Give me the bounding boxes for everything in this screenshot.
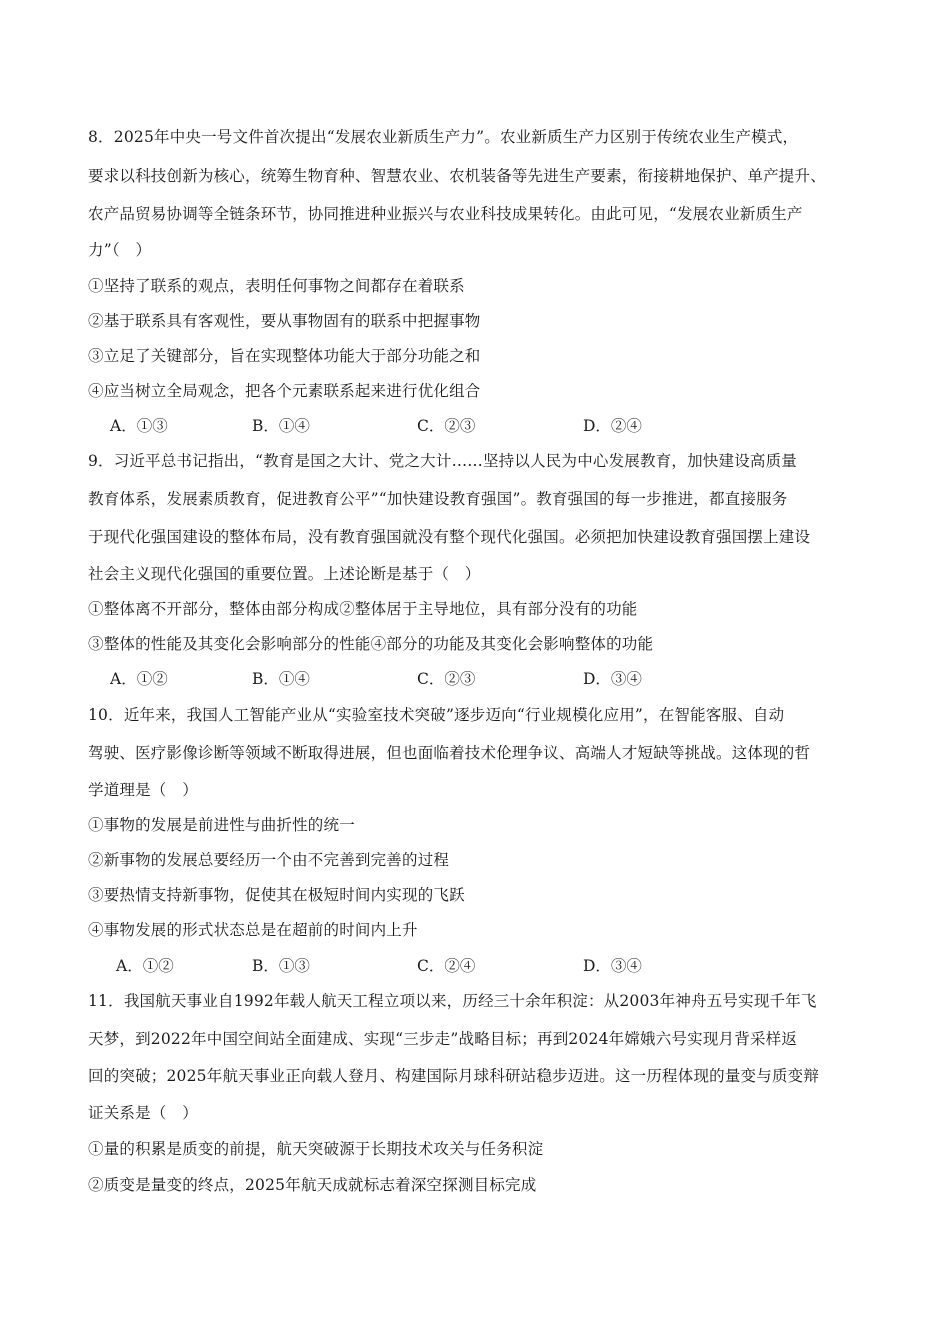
q9-option-a[interactable]: A．①②: [110, 670, 168, 688]
q10-option-a[interactable]: A．①②: [116, 957, 174, 975]
q11-stem-line-4: 证关系是（ ）: [88, 1104, 198, 1122]
q9-stem-line-1: 9．习近平总书记指出，“教育是国之大计、党之大计……坚持以人民为中心发展教育，加快建设高质量: [88, 452, 797, 470]
q8-stem-line-2: 要求以科技创新为核心，统筹生物育种、智慧农业、农机装备等先进生产要素，衔接耕地保护、单产提升、: [88, 167, 826, 185]
q10-item-1: ①事物的发展是前进性与曲折性的统一: [88, 816, 355, 834]
q9-stem-line-2: 教育体系，发展素质教育，促进教育公平”“加快建设教育强国”。教育强国的每一步推进，都直接服务: [88, 490, 788, 508]
q9-option-c[interactable]: C．②③: [417, 670, 476, 688]
q11-item-1: ①量的积累是质变的前提，航天突破源于长期技术攻关与任务积淀: [88, 1140, 544, 1158]
q9-item-1: ①整体离不开部分，整体由部分构成②整体居于主导地位，具有部分没有的功能: [88, 600, 638, 618]
q9-option-b[interactable]: B．①④: [252, 670, 310, 688]
q11-item-2: ②质变是量变的终点，2025年航天成就标志着深空探测目标完成: [88, 1176, 537, 1194]
q10-item-2: ②新事物的发展总要经历一个由不完善到完善的过程: [88, 851, 450, 869]
q9-stem-line-4: 社会主义现代化强国的重要位置。上述论断是基于（ ）: [88, 565, 481, 583]
q11-stem-line-1: 11．我国航天事业自1992年载人航天工程立项以来，历经三十余年积淀：从2003年神舟五号实现千年飞: [88, 992, 817, 1010]
q8-option-d[interactable]: D．②④: [583, 417, 642, 435]
q8-option-b[interactable]: B．①④: [252, 417, 310, 435]
q9-options: [110, 669, 710, 689]
q10-stem-line-3: 学道理是（ ）: [88, 781, 198, 799]
q10-item-3: ③要热情支持新事物，促使其在极短时间内实现的飞跃: [88, 886, 465, 904]
q10-options: [110, 956, 710, 976]
q9-option-d[interactable]: D．③④: [583, 670, 642, 688]
q10-option-c[interactable]: C．②④: [417, 957, 476, 975]
q8-option-c[interactable]: C．②③: [417, 417, 476, 435]
q8-item-3: ③立足了关键部分，旨在实现整体功能大于部分功能之和: [88, 347, 481, 365]
q10-option-b[interactable]: B．①③: [252, 957, 310, 975]
q11-stem-line-3: 回的突破；2025年航天事业正向载人登月、构建国际月球科研站稳步迈进。这一历程体现的量变与质变辩: [88, 1067, 820, 1085]
q8-stem-line-3: 农产品贸易协调等全链条环节，协同推进种业振兴与农业科技成果转化。由此可见，“发展农业新质生产: [88, 205, 803, 223]
q8-item-4: ④应当树立全局观念，把各个元素联系起来进行优化组合: [88, 382, 481, 400]
q8-item-2: ②基于联系具有客观性，要从事物固有的联系中把握事物: [88, 312, 481, 330]
q10-stem-line-2: 驾驶、医疗影像诊断等领域不断取得进展，但也面临着技术伦理争议、高端人才短缺等挑战。这体现的哲: [88, 744, 811, 762]
q8-options: [110, 416, 710, 436]
q9-item-2: ③整体的性能及其变化会影响部分的性能④部分的功能及其变化会影响整体的功能: [88, 635, 654, 653]
q8-item-1: ①坚持了联系的观点，表明任何事物之间都存在着联系: [88, 277, 465, 295]
q10-item-4: ④事物发展的形式状态总是在超前的时间内上升: [88, 921, 418, 939]
q8-stem-line-1: 8．2025年中央一号文件首次提出“发展农业新质生产力”。农业新质生产力区别于传统农业生产模式，: [88, 128, 799, 146]
q10-stem-line-1: 10．近年来，我国人工智能产业从“实验室技术突破”逐步迈向“行业规模化应用”，在智能客服、自动: [88, 706, 785, 724]
q9-stem-line-3: 于现代化强国建设的整体布局，没有教育强国就没有整个现代化强国。必须把加快建设教育强国摆上建设: [88, 528, 811, 546]
q8-option-a[interactable]: A．①③: [110, 417, 168, 435]
q11-stem-line-2: 天梦，到2022年中国空间站全面建成、实现“三步走”战略目标；再到2024年嫦娥六号实现月背采样返: [88, 1030, 798, 1048]
q8-stem-line-4: 力”（ ）: [88, 241, 152, 259]
q10-option-d[interactable]: D．③④: [583, 957, 642, 975]
